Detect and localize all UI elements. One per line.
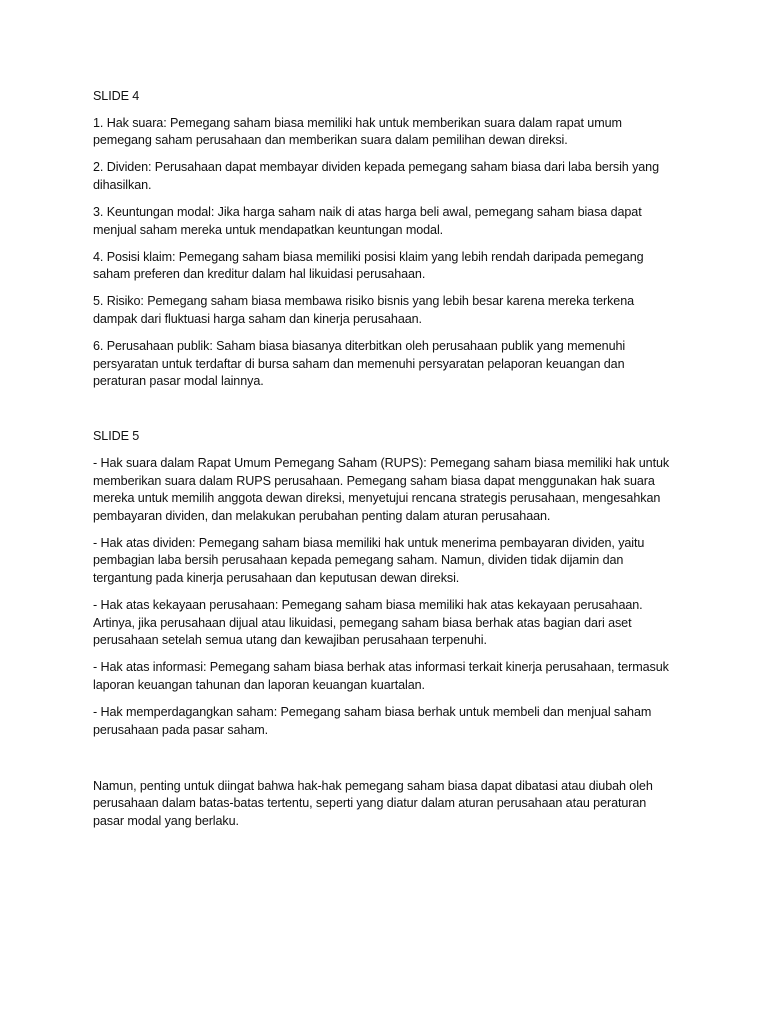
document-body [93,88,678,840]
slide-4-point-4: 4. Posisi klaim: Pemegang saham biasa memiliki posisi klaim yang lebih rendah daripada pemegang saham preferen dan kreditur dalam hal likuidasi perusahaan. [93,249,644,282]
slide-5-heading: SLIDE 5 [93,429,140,444]
slide-5-point-dividend-rights: - Hak atas dividen: Pemegang saham biasa memiliki hak untuk menerima pembayaran dividen, yaitu pembagian laba bersih perusahaan kepada pemegang saham. Namun, dividen tidak dijamin dan tergantung pada kinerja perusahaan dan keputusan dewan direksi. [93,535,645,585]
slide-4-point-1: 1. Hak suara: Pemegang saham biasa memiliki hak untuk memberikan suara dalam rapat umum pemegang saham perusahaan dan memberikan suara dalam pemilihan dewan direksi. [93,115,622,148]
section-spacer [93,749,678,778]
slide-5-point-asset-rights: - Hak atas kekayaan perusahaan: Pemegang saham biasa memiliki hak atas kekayaan perusahaan. Artinya, jika perusahaan dijual atau likuidasi, pemegang saham biasa berhak atas bagian dari aset perusahaan setelah semua utang dan kewajiban perusahaan terpenuhi. [93,598,643,648]
slide-4-point-5: 5. Risiko: Pemegang saham biasa membawa risiko bisnis yang lebih besar karena mereka terkena dampak dari fluktuasi harga saham dan kinerja perusahaan. [93,294,635,326]
slide-4-point-3: 3. Keuntungan modal: Jika harga saham naik di atas harga beli awal, pemegang saham biasa dapat menjual saham mereka untuk mendapatkan keuntungan modal. [93,204,642,237]
slide-4-heading: SLIDE 4 [93,89,140,103]
slide-5-point-trading-rights: - Hak memperdagangkan saham: Pemegang saham biasa berhak untuk membeli dan menjual saham perusahaan pada pasar saham. [93,705,652,737]
slide-4-section [93,88,678,391]
section-spacer [93,400,678,428]
slide-4-point-2: 2. Dividen: Perusahaan dapat membayar dividen kepada pemegang saham biasa dari laba bersih yang dihasilkan. [93,160,659,192]
slide-5-section [93,428,678,739]
slide-4-point-6: 6. Perusahaan publik: Saham biasa biasanya diterbitkan oleh perusahaan publik yang memenuhi persyaratan untuk terdaftar di bursa saham dan memenuhi persyaratan pelaporan keuangan dan peraturan pasar modal lainnya. [93,339,626,389]
slide-5-point-information-rights: - Hak atas informasi: Pemegang saham biasa berhak atas informasi terkait kinerja perusahaan, termasuk laporan keuangan tahunan dan laporan keuangan kuartalan. [93,660,669,692]
closing-paragraph: Namun, penting untuk diingat bahwa hak-hak pemegang saham biasa dapat dibatasi atau diubah oleh perusahaan dalam batas-batas tertentu, seperti yang diatur dalam aturan perusahaan atau peraturan pasar modal yang berlaku. [93,778,653,828]
slide-5-point-voting-rights: - Hak suara dalam Rapat Umum Pemegang Saham (RUPS): Pemegang saham biasa memiliki hak untuk memberikan suara dalam RUPS perusahaan. Pemegang saham biasa dapat menggunakan hak suara mereka untuk memilih anggota dewan direksi, menyetujui rencana strategis perusahaan, mengesahkan pembayaran dividen, dan melakukan perubahan penting dalam aturan perusahaan. [93,455,670,523]
